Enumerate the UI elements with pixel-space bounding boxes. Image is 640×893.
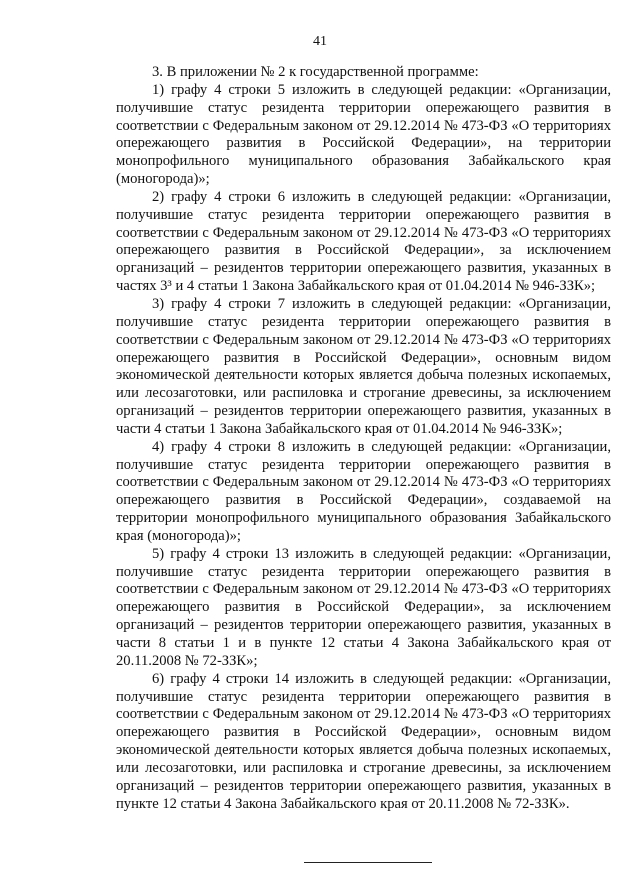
list-item-5: 5) графу 4 строки 13 изложить в следующей редакции: «Организации, получившие статус резидента территории опережающего развития в соответствии с Федеральным законом от 29.12.2014 № 473-ФЗ «О территориях опережающего развития в Российской Федерации», за исключением организаций – резидентов территории опережающего развития, указанных в части 8 статьи 1 и в пункте 12 статьи 4 Закона Забайкальского края от 20.11.2008 № 72-ЗЗК»; xyxy=(116,545,611,669)
list-item-6: 6) графу 4 строки 14 изложить в следующей редакции: «Организации, получившие статус резидента территории опережающего развития в соответствии с Федеральным законом от 29.12.2014 № 473-ФЗ «О территориях опережающего развития в Российской Федерации», основным видом экономической деятельности которых является добыча полезных ископаемых, или лесозаготовки, или распиловка и строгание древесины, за исключением организаций – резидентов территории опережающего развития, указанных в пункте 12 статьи 4 Закона Забайкальского края от 20.11.2008 № 72-ЗЗК». xyxy=(116,670,611,812)
footer-divider xyxy=(304,862,432,863)
list-item-3: 3) графу 4 строки 7 изложить в следующей редакции: «Организации, получившие статус резидента территории опережающего развития в соответствии с Федеральным законом от 29.12.2014 № 473-ФЗ «О территориях опережающего развития в Российской Федерации», основным видом экономической деятельности которых является добыча полезных ископаемых, или лесозаготовки, или распиловка и строгание древесины, за исключением организаций – резидентов территории опережающего развития, указанных в части 4 статьи 1 Закона Забайкальского края от 01.04.2014 № 946-ЗЗК»; xyxy=(116,295,611,437)
intro-paragraph: 3. В приложении № 2 к государственной программе: xyxy=(152,64,479,80)
document-body xyxy=(116,64,611,813)
page-number: 41 xyxy=(313,34,327,49)
list-item-1: 1) графу 4 строки 5 изложить в следующей редакции: «Организации, получившие статус резидента территории опережающего развития в соответствии с Федеральным законом от 29.12.2014 № 473-ФЗ «О территориях опережающего развития в Российской Федерации», на территории монопрофильного муниципального образования Забайкальского края (моногорода)»; xyxy=(116,81,611,188)
list-item-4: 4) графу 4 строки 8 изложить в следующей редакции: «Организации, получившие статус резидента территории опережающего развития в соответствии с Федеральным законом от 29.12.2014 № 473-ФЗ «О территориях опережающего развития в Российской Федерации», создаваемой на территории монопрофильного муниципального образования Забайкальского края (моногорода)»; xyxy=(116,438,611,544)
list-item-2: 2) графу 4 строки 6 изложить в следующей редакции: «Организации, получившие статус резидента территории опережающего развития в соответствии с Федеральным законом от 29.12.2014 № 473-ФЗ «О территориях опережающего развития в Российской Федерации», за исключением организаций – резидентов территории опережающего развития, указанных в частях 3³ и 4 статьи 1 Закона Забайкальского края от 01.04.2014 № 946-ЗЗК»; xyxy=(116,188,611,295)
